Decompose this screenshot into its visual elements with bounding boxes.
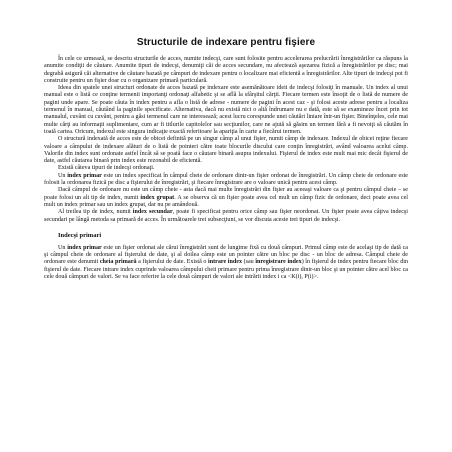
body-paragraph <box>44 187 408 209</box>
text-run: Ideea din spatele unei structuri ordonate de acces bazată pe indexare este asemănătoare ideii de indecşi folosiţi în manuale. Un index al unui manual este o listă ce conţine termenii importanţi ordonaţi alfabetic şi se află la sfârşitul cărţii. Fiecare termen este însoţit de o listă de numere de pagini unde apare. Se poate căuta în index pentru a afla o listă de adrese - numere de pagini în acest caz - şi folosi aceste adrese pentru a localiza termenul în manual, căutând la paginile specificate. Alternativa, dacă nu există nici o altă îndrumare nu e dată, este să se examineze încet prin tot manualul, cuvânt cu cuvânt, pentru a găsi termenul care ne interesează; acest lucru corespunde unei căutări liniare într-un fişier. Bineînţeles, cele mai multe cărţi au informaţii suplimentare, cum ar fi titlurile capitolelor sau secţiunilor, care ne ajută să găsim un termen fără a fi nevoiţi să căutăm în toată cartea. Oricum, indexul este singura indicaţie exactă referitoare la apariţia în carte a fiecărui termen. <box>44 85 408 135</box>
section-heading-primary-indexes: Indecşi primari <box>58 231 102 239</box>
body-paragraph <box>44 56 408 85</box>
body-paragraph <box>44 209 408 224</box>
bold-term: index secundar <box>132 209 173 216</box>
bold-term: cheia primară <box>99 259 137 266</box>
text-run: Un <box>58 172 68 179</box>
text-run: Există câteva tipuri de indecşi ordonaţi. <box>58 165 155 172</box>
text-run: este un index specificat în câmpul cheie de ordonare dintr-un fişier ordonat de înregistrări. Un câmp cheie de ordonare este folosit la ordonarea fizică pe disc a fişierului de înregistrări, şi fiecare înregistrare are o valoare unică pentru acest câmp. <box>44 172 408 187</box>
bold-term: înregistrare index <box>255 259 302 266</box>
text-run: (sau <box>242 259 256 266</box>
bold-term: index primar <box>67 172 102 179</box>
text-run: , poate fi specificat pentru orice câmp sau fişier neordonat. Un fişier poate avea câţiva indecşi secundari pe lângă metoda sa primară de acces. În următoarele trei subsecţiuni, se vor discuta aceste trei tipuri de indecşi. <box>44 209 408 223</box>
text-run: este un fişier ordonat ale cărui înregistrări sunt de lungime fixă cu două câmpuri. Primul câmp este de acelaşi tip de dată ca şi câmpul cheie de ordonare al fişierului de date, şi al doilea câmp este un pointer către un bloc pe disc - un bloc de adresa. Câmpul cheie de ordonare este denumit <box>44 244 408 266</box>
bold-term: index grupat <box>140 194 175 201</box>
text-run: Un <box>58 244 68 251</box>
intro-section <box>44 56 408 224</box>
text-run: . A se observa că un fişier poate avea cel mult un câmp fizic de ordonare, deci poate avea cel mult un index primar sau un index grupat, dar nu pe amândouă. <box>44 194 408 208</box>
bold-term: index primar <box>67 244 102 251</box>
text-run: Al treilea tip de index, numit <box>58 209 133 216</box>
text-run: O structură indexată de acces este de obicei definită pe un singur câmp al unui fişier, numit câmp de indexare. Indexul de obicei reţine fiecare valoare a câmpului de indexare alături de o listă de pointeri către toate blocurile discului care conţin înregistrări, având valoarea acelui câmp. Valorile din index sunt ordonate astfel încât să se poată face o căutare binară asupra indexului. Fişierul de index este mult mai mic decât fişierul de date, astfel căutarea binară prin index este rezonabil de eficientă. <box>44 136 408 165</box>
body-paragraph <box>44 85 408 136</box>
primary-index-section <box>44 245 408 281</box>
text-run: a fişierului de date. Există o <box>136 259 209 266</box>
body-paragraph <box>44 173 408 188</box>
page-title: Structurile de indexare pentru fişiere <box>136 37 316 48</box>
body-paragraph <box>44 165 408 172</box>
text-run: ) în fişierul de index pentru fiecare bloc din fişierul de date. Fiecare intrare index cuprinde valoarea câmpului cheii primare pentru prima înregistrare dintr-un bloc şi un pointer către acel bloc ca cele două câmpuri de valori. Se va face referire la cele două câmpuri de valori ale intrării index i ca <K(i), P(i)>. <box>44 259 409 281</box>
text-run: Dacă câmpul de ordonare nu este un câmp cheie - asta dacă mai multe înregistrări din fişier au aceeaşi valoare ca şi pentru câmpul cheie – se poate folosi un alt tip de index, numit <box>44 187 408 201</box>
body-paragraph <box>44 136 408 165</box>
text-run: În cele ce urmează, se descriu structurile de acces, numite indecşi, care sunt folosite pentru accelerarea prelucrării înregistrărilor ca răspuns la anumite condiţii de căutare. Anumite tipuri de indecşi, denumiţi căi de acces secundare, nu afectează aşezarea fizică a înregistrărilor pe disc; mai degrabă asigură căi alternative de căutare bazată pe câmpuri de indexare pentru o localizare mai eficientă a înregistrărilor. Alte tipuri de indecşi pot fi construite pentru un fişier doar cu o organizare primară particulară. <box>44 56 408 84</box>
body-paragraph <box>44 245 408 281</box>
bold-term: intrare index <box>208 259 242 266</box>
